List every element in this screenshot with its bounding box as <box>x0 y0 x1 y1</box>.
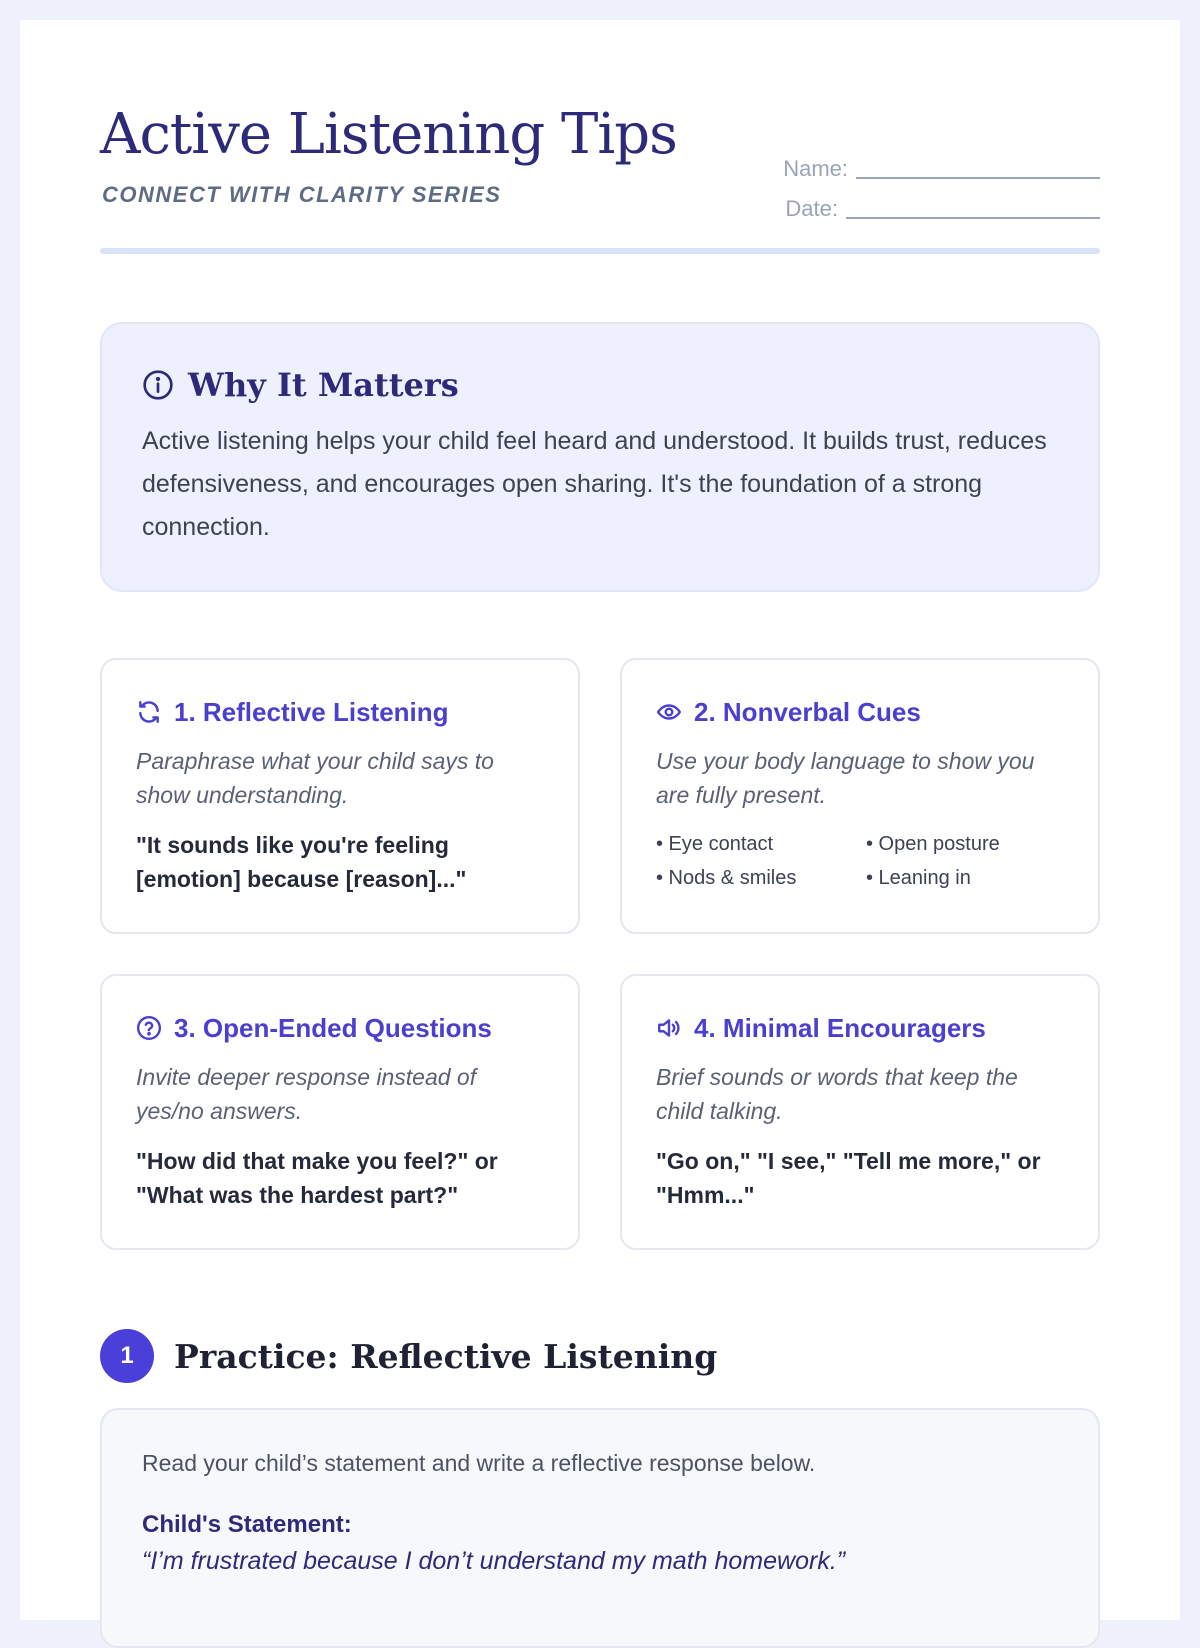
tip-title: 3. Open-Ended Questions <box>174 1012 492 1043</box>
tip-card-reflective-listening <box>100 658 580 934</box>
tips-grid <box>100 658 1100 1250</box>
question-icon <box>136 1015 162 1041</box>
name-date-fields <box>770 142 1100 222</box>
tip-title: 4. Minimal Encouragers <box>694 1012 986 1043</box>
why-it-matters-panel <box>100 322 1100 592</box>
speaker-icon <box>656 1015 682 1041</box>
tip-description: Use your body language to show you are fully present. <box>656 748 1035 808</box>
tip-title: 1. Reflective Listening <box>174 696 449 727</box>
tip-description: Paraphrase what your child says to show understanding. <box>136 748 494 808</box>
tip-description: Brief sounds or words that keep the child talking. <box>656 1064 1018 1124</box>
worksheet-header <box>100 20 1100 260</box>
list-item: • Nods & smiles <box>656 867 797 889</box>
tip-description: Invite deeper response instead of yes/no answers. <box>136 1064 477 1124</box>
practice-section-header <box>100 1330 1100 1382</box>
child-statement: “I’m frustrated because I don’t understand my math homework.” <box>142 1547 846 1575</box>
date-field[interactable] <box>770 182 1100 222</box>
practice-instruction: Read your child’s statement and write a reflective response below. <box>142 1450 816 1476</box>
eye-icon <box>656 699 682 725</box>
worksheet-page <box>20 20 1180 1620</box>
info-icon <box>142 369 174 401</box>
why-text: Active listening helps your child feel heard and understood. It builds trust, reduces defensiveness, and encourages open sharing. It's the foundation of a strong connection. <box>142 427 1047 541</box>
list-item: • Leaning in <box>866 867 971 889</box>
refresh-icon <box>136 699 162 725</box>
list-item: • Open posture <box>866 833 1000 855</box>
tip-example: "Go on," "I see," "Tell me more," or "Hmm..." <box>656 1148 1041 1208</box>
practice-box <box>100 1408 1100 1648</box>
tip-card-nonverbal-cues <box>620 658 1100 934</box>
tip-example: "How did that make you feel?" or "What was the hardest part?" <box>136 1148 498 1208</box>
date-line[interactable] <box>846 197 1100 219</box>
statement-label: Child's Statement: <box>142 1511 352 1538</box>
tip-card-minimal-encouragers <box>620 974 1100 1250</box>
series-subtitle: CONNECT WITH CLARITY SERIES <box>102 182 502 207</box>
practice-title: Practice: Reflective Listening <box>174 1336 718 1376</box>
tip-example: "It sounds like you're feeling [emotion] because [reason]..." <box>136 832 467 892</box>
date-label: Date: <box>785 196 838 221</box>
step-number-badge: 1 <box>100 1329 154 1383</box>
page-title: Active Listening Tips <box>100 102 677 167</box>
tip-title: 2. Nonverbal Cues <box>694 696 921 727</box>
tip-card-open-ended-questions <box>100 974 580 1250</box>
name-label: Name: <box>783 156 848 181</box>
header-divider <box>100 248 1100 254</box>
name-field[interactable] <box>770 142 1100 182</box>
why-title: Why It Matters <box>188 366 459 404</box>
name-line[interactable] <box>856 157 1100 179</box>
list-item: • Eye contact <box>656 833 774 855</box>
nonverbal-cue-list <box>656 830 1066 892</box>
